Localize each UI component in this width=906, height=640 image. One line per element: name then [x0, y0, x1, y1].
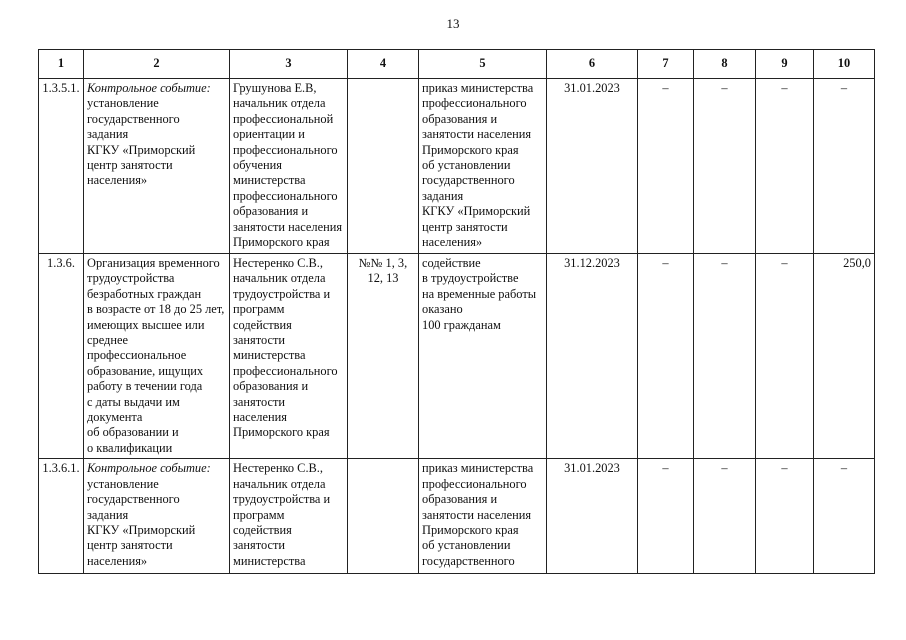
- responsible-line: трудоустройства и: [233, 492, 331, 507]
- responsible-person: [230, 79, 348, 254]
- responsible-person: [230, 254, 348, 459]
- responsible-line: содействия: [233, 522, 292, 537]
- result-line: задания: [422, 188, 464, 203]
- col9-value: –: [756, 459, 814, 574]
- col10-value: –: [814, 459, 875, 574]
- result-line: государственного: [422, 173, 515, 188]
- responsible-line: профессионального: [233, 142, 338, 157]
- result-line: оказано: [422, 302, 463, 317]
- responsible-line: ориентации и: [233, 127, 305, 142]
- page-number: 13: [446, 16, 460, 31]
- description-line: документа: [87, 410, 143, 425]
- col7-value: –: [638, 254, 694, 459]
- description-line: Организация временного: [87, 256, 220, 270]
- result-line: профессионального: [422, 476, 527, 491]
- description-line: установление: [87, 476, 159, 491]
- col9-value: –: [756, 79, 814, 254]
- header-cell-8: 8: [694, 50, 756, 79]
- row-number: 1.3.5.1.: [39, 79, 84, 254]
- result-line: об установлении: [422, 538, 511, 553]
- result-line: Приморского края: [422, 522, 519, 537]
- description-line: профессиональное: [87, 348, 187, 363]
- indicator-line: 12, 13: [367, 271, 399, 286]
- description-line: центр занятости: [87, 158, 173, 173]
- header-cell-3: 3: [230, 50, 348, 79]
- description-line: КГКУ «Приморский: [87, 142, 196, 157]
- responsible-line: профессионального: [233, 363, 338, 378]
- responsible-line: трудоустройства и: [233, 286, 331, 301]
- result-line: образования и: [422, 111, 498, 126]
- result-line: содействие: [422, 256, 481, 270]
- description-line: с даты выдачи им: [87, 394, 180, 409]
- description-line: задания: [87, 507, 129, 522]
- col8-value: –: [694, 79, 756, 254]
- responsible-person: [230, 459, 348, 574]
- description-line: центр занятости: [87, 538, 173, 553]
- result-line: КГКУ «Приморский: [422, 204, 531, 219]
- control-event-label: Контрольное событие:: [87, 461, 211, 476]
- table-row: [39, 79, 875, 254]
- indicator-ref: [348, 79, 419, 254]
- description-line: задания: [87, 127, 129, 142]
- responsible-line: министерства: [233, 173, 306, 188]
- plan-table: [38, 49, 875, 574]
- description-line: работу в течении года: [87, 379, 203, 394]
- responsible-line: занятости: [233, 333, 286, 348]
- responsible-line: Нестеренко С.В.,: [233, 256, 324, 270]
- result-line: государственного: [422, 553, 515, 568]
- responsible-line: занятости: [233, 538, 286, 553]
- result-line: занятости населения: [422, 127, 532, 142]
- header-cell-10: 10: [814, 50, 875, 79]
- responsible-line: Нестеренко С.В.,: [233, 461, 324, 476]
- result-line: занятости населения: [422, 507, 532, 522]
- event-description: [84, 459, 230, 574]
- responsible-line: профессиональной: [233, 111, 334, 126]
- responsible-line: начальник отдела: [233, 271, 326, 286]
- description-line: КГКУ «Приморский: [87, 522, 196, 537]
- description-line: имеющих высшее или: [87, 317, 205, 332]
- description-line: государственного: [87, 492, 180, 507]
- header-cell-4: 4: [348, 50, 419, 79]
- col8-value: –: [694, 254, 756, 459]
- responsible-line: обучения: [233, 158, 282, 173]
- result-line: Приморского края: [422, 142, 519, 157]
- responsible-line: Приморского края: [233, 235, 330, 250]
- indicator-line: №№ 1, 3,: [358, 256, 408, 270]
- description-line: установление: [87, 96, 159, 111]
- col7-value: –: [638, 79, 694, 254]
- expected-result: [419, 459, 547, 574]
- result-line: населения»: [422, 235, 483, 250]
- responsible-line: населения: [233, 410, 287, 425]
- responsible-line: начальник отдела: [233, 96, 326, 111]
- responsible-line: Приморского края: [233, 425, 330, 440]
- col10-value: –: [814, 79, 875, 254]
- col10-value: 250,0: [814, 254, 875, 459]
- row-number: 1.3.6.1.: [39, 459, 84, 574]
- description-line: о квалификации: [87, 440, 173, 455]
- responsible-line: министерства: [233, 348, 306, 363]
- responsible-line: Грушунова Е.В,: [233, 81, 317, 95]
- event-description: [84, 79, 230, 254]
- description-line: населения»: [87, 553, 148, 568]
- expected-result: [419, 79, 547, 254]
- result-line: приказ министерства: [422, 461, 534, 476]
- event-description: [84, 254, 230, 459]
- indicator-ref: [348, 459, 419, 574]
- result-line: образования и: [422, 492, 498, 507]
- description-line: государственного: [87, 111, 180, 126]
- description-line: образование, ищущих: [87, 363, 204, 378]
- responsible-line: начальник отдела: [233, 476, 326, 491]
- header-cell-5: 5: [419, 50, 547, 79]
- col9-value: –: [756, 254, 814, 459]
- description-line: населения»: [87, 173, 148, 188]
- responsible-line: образования и: [233, 379, 309, 394]
- description-line: трудоустройства: [87, 271, 175, 286]
- result-line: на временные работы: [422, 286, 537, 301]
- result-line: профессионального: [422, 96, 527, 111]
- header-cell-9: 9: [756, 50, 814, 79]
- description-line: об образовании и: [87, 425, 179, 440]
- responsible-line: министерства: [233, 553, 306, 568]
- responsible-line: профессионального: [233, 188, 338, 203]
- description-line: безработных граждан: [87, 286, 202, 301]
- table-row: [39, 459, 875, 574]
- header-row: [39, 50, 875, 79]
- responsible-line: занятости населения: [233, 219, 343, 234]
- row-number: 1.3.6.: [39, 254, 84, 459]
- deadline-date: 31.01.2023: [547, 459, 638, 574]
- deadline-date: 31.01.2023: [547, 79, 638, 254]
- expected-result: [419, 254, 547, 459]
- control-event-label: Контрольное событие:: [87, 81, 211, 95]
- responsible-line: программ: [233, 302, 285, 317]
- result-line: об установлении: [422, 158, 511, 173]
- result-line: 100 гражданам: [422, 317, 501, 332]
- table-row: [39, 254, 875, 459]
- responsible-line: содействия: [233, 317, 292, 332]
- header-cell-7: 7: [638, 50, 694, 79]
- col7-value: –: [638, 459, 694, 574]
- indicator-ref: [348, 254, 419, 459]
- responsible-line: образования и: [233, 204, 309, 219]
- description-line: в возрасте от 18 до 25 лет,: [87, 302, 225, 317]
- header-cell-2: 2: [84, 50, 230, 79]
- result-line: центр занятости: [422, 219, 508, 234]
- header-cell-1: 1: [39, 50, 84, 79]
- col8-value: –: [694, 459, 756, 574]
- result-line: приказ министерства: [422, 81, 534, 95]
- result-line: в трудоустройстве: [422, 271, 519, 286]
- responsible-line: программ: [233, 507, 285, 522]
- responsible-line: занятости: [233, 394, 286, 409]
- header-cell-6: 6: [547, 50, 638, 79]
- deadline-date: 31.12.2023: [547, 254, 638, 459]
- description-line: среднее: [87, 333, 128, 348]
